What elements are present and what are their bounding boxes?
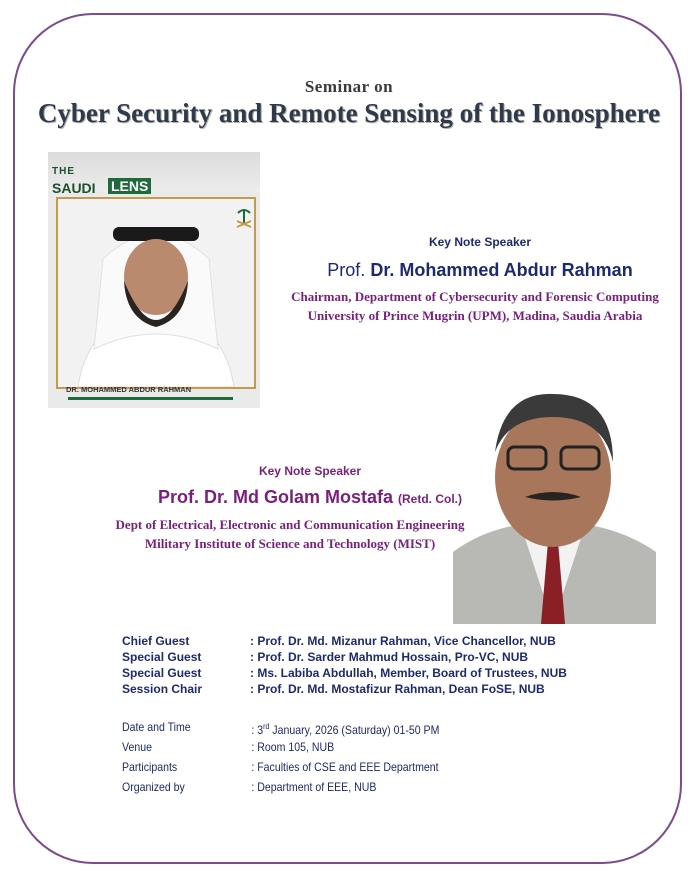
speaker1-photo [48, 152, 260, 408]
seminar-heading: Seminar on [304, 77, 394, 96]
guest-role: Chief Guest [122, 634, 190, 648]
speaker2-fullname: Prof. Dr. Md Golam Mostafa [157, 487, 393, 507]
venue-value: : Room 105, NUB [251, 740, 335, 754]
guest-value: : Ms. Labiba Abdullah, Member, Board of Trustees, NUB [250, 666, 567, 680]
logo-the: THE [52, 166, 75, 177]
date-pre: : 3 [251, 723, 264, 737]
detail-row-organizer [122, 777, 580, 797]
detail-row-participants [122, 757, 580, 777]
speaker1-position: Chairman, Department of Cybersecurity and Forensic Computing [291, 289, 659, 304]
guest-role: Session Chair [122, 682, 203, 696]
speaker2-institution: Military Institute of Science and Technology (MIST) [144, 536, 436, 551]
guest-row [122, 681, 642, 697]
guest-row [122, 633, 642, 649]
speaker2-suffix: (Retd. Col.) [398, 492, 463, 506]
speaker1-name-plate: DR. MOHAMMED ABDUR RAHMAN [66, 385, 192, 394]
speaker1-affiliation [250, 287, 698, 325]
date-sup: rd [263, 722, 270, 731]
organizer-value: : Department of EEE, NUB [251, 780, 377, 794]
speaker1-fullname: Dr. Mohammed Abdur Rahman [370, 260, 633, 280]
speaker1-prefix: Prof. [327, 260, 366, 280]
guest-value: : Prof. Dr. Sarder Mahmud Hossain, Pro-VC, NUB [250, 650, 529, 664]
detail-row-date [122, 717, 580, 737]
portrait-frame [56, 197, 256, 389]
logo-saudi: SAUDI [52, 180, 96, 196]
guest-row [122, 649, 642, 665]
guest-list [122, 633, 642, 697]
guest-row [122, 665, 642, 681]
participants-label: Participants [122, 760, 178, 774]
participants-value: : Faculties of CSE and EEE Department [251, 760, 439, 774]
guest-value: : Prof. Dr. Md. Mostafizur Rahman, Dean FoSE, NUB [250, 682, 545, 696]
portrait-figure [58, 199, 254, 387]
organizer-label: Organized by [122, 780, 185, 794]
speaker1-institution: University of Prince Mugrin (UPM), Madina, Saudia Arabia [307, 308, 643, 323]
speaker2-label: Key Note Speaker [258, 464, 362, 478]
speaker2-affiliation [70, 515, 510, 553]
event-details [122, 717, 580, 797]
guest-role: Special Guest [122, 666, 202, 680]
palm-swords-emblem-icon [234, 207, 254, 231]
speaker1-name [290, 260, 670, 281]
detail-row-venue [122, 737, 580, 757]
speaker1-label: Key Note Speaker [428, 235, 532, 249]
seminar-title: Cyber Security and Remote Sensing of the Ionosphere [37, 98, 661, 128]
sword-emblem-icon [68, 397, 233, 400]
guest-role: Special Guest [122, 650, 202, 664]
date-post: January, 2026 (Saturday) 01-50 PM [269, 723, 440, 737]
speaker2-department: Dept of Electrical, Electronic and Communication Engineering [115, 517, 465, 532]
logo-lens: LENS [108, 178, 151, 194]
speaker2-name [100, 487, 520, 508]
date-label: Date and Time [122, 720, 191, 734]
venue-label: Venue [122, 740, 152, 754]
guest-value: : Prof. Dr. Md. Mizanur Rahman, Vice Chancellor, NUB [250, 634, 556, 648]
